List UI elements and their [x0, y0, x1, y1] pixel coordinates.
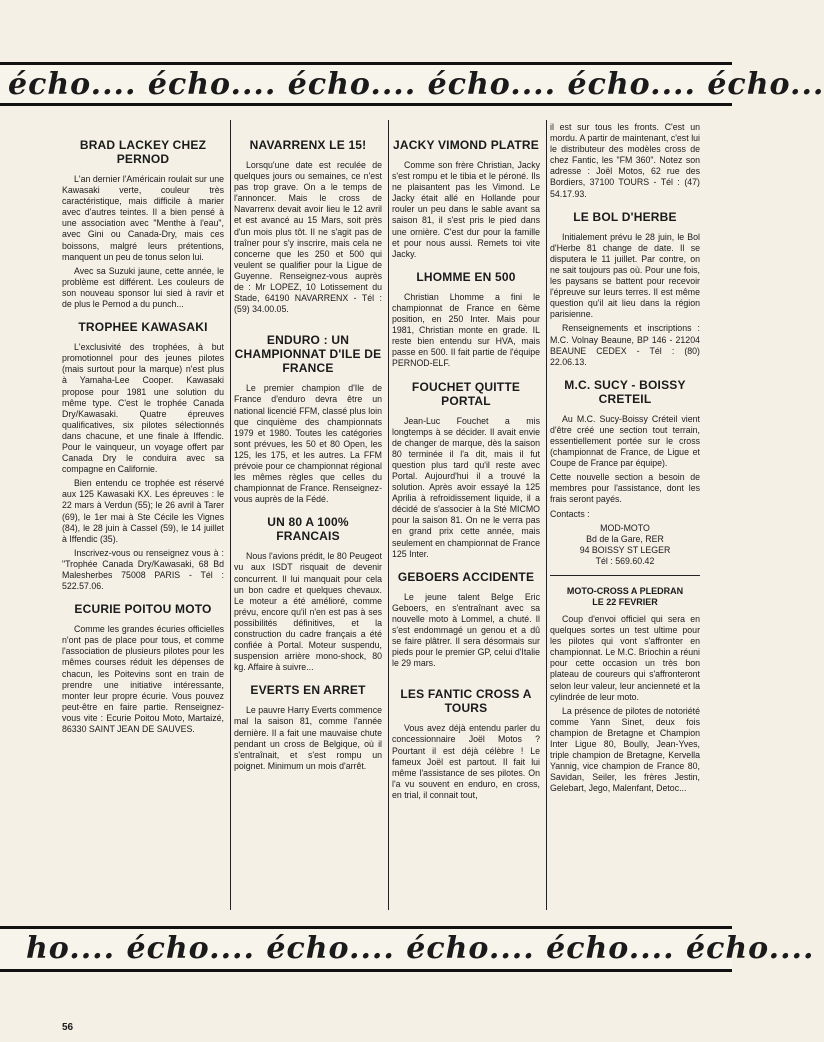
article-paragraph: Lorsqu'une date est reculée de quelques jours ou semaines, ce n'est pas trop grave. On a le temps de l'annoncer. Mais le cross de Navarrenx devait avoir lieu le 12 avril et est avancé au 15 Mars, soit près d'un mois plus tôt. Il ne s'agit pas de traîner pour s'y inscrire, mais cela ne concerne que les 250 et 500 qui veulent se qualifier pour la Ligue de Guyenne. Renseignez-vous auprès de : Mr LOPEZ, 10 Lotissement du Stade, 64190 NAVARRENX - Tél : (59) 34.00.05. [234, 160, 382, 315]
article-paragraph: Comme son frère Christian, Jacky s'est rompu et le tibia et le péroné. Ils ne plaisantent pas les Vimond. Le Jacky était allé en Hollande pour rouler un peu dans le sable avant sa saison 81, il s'est pris le pied dans une ornière. C'est dur pour la famille et pour nous aussi. Remets toi vite Jacky. [392, 160, 540, 259]
article-paragraph: L'exclusivité des trophées, à but promotionnel pour des jeunes pilotes (mais surtout pour la marque) n'est plus à Yamaha-Lee Cooper. Kawasaki propose pour 1981 une solution du même type. C'est le trophée Canada Dry/Kawasaki. Quatre épreuves qualificatives, six pilotes sélectionnés dans chacune, et une finale à Iffendic. Pour le vainqueur, un voyage offert par Canada Dry le conduira avec sa compagne en Californie. [62, 342, 224, 475]
article-paragraph: Initialement prévu le 28 juin, le Bol d'Herbe 81 change de date. Il se disputera le 11 juillet. Par contre, on ne sait toujours pas où. Pour une fois, les paysans se battent pour recevoir l'épreuve sur leurs terres. Il est même question qu'il ait lieu dans la région parisienne. [550, 231, 700, 320]
heading-bol-herbe: LE BOL D'HERBE [573, 209, 677, 224]
address-line: MOD-MOTO [600, 522, 650, 533]
banner-text-top: écho.... écho.... écho.... écho.... écho.... écho... [8, 67, 824, 102]
heading-ecurie-poitou: ECURIE POITOU MOTO [74, 602, 212, 617]
article-paragraph: Le pauvre Harry Everts commence mal la saison 81, comme l'année dernière. Il a fait une mauvaise chute pendant un cross de Belgique, où il s'entraînait, et s'est rompu un poignet. Minimum un mois d'arrêt. [234, 705, 382, 771]
column-divider [230, 120, 231, 910]
heading-enduro: ENDURO : UN CHAMPIONNAT D'ILE DE FRANCE [234, 333, 382, 376]
article-paragraph: Le jeune talent Belge Eric Geboers, en s'entraînant avec sa nouvelle moto à Lommel, a chuté. Il s'est endommagé un genou et a dû se faire plâtrer. Il sera désormais sur pieds pour le premier GP, celui d'Italie le 29 mars. [392, 591, 540, 669]
article-paragraph: Avec sa Suzuki jaune, cette année, le problème est différent. Les couleurs de son nouveau sponsor lui sied à ravir et de plus le Pernod a du punch... [62, 265, 224, 310]
column-2 [234, 126, 382, 916]
heading-jacky-vimond: JACKY VIMOND PLATRE [392, 138, 540, 152]
heading-80-francais: UN 80 A 100% FRANCAIS [267, 515, 349, 544]
column-divider [546, 120, 547, 910]
article-paragraph: Au M.C. Sucy-Boissy Créteil vient d'être créé une section tout terrain, essentiellement portée sur le cross (championnat de France, de Ligue et Coupe de France par équipe). [550, 413, 700, 469]
article-paragraph: Renseignements et inscriptions : M.C. Volnay Beaune, BP 146 - 21204 BEAUNE CEDEX - Tél : (80) 22.06.13. [550, 323, 700, 367]
page-number: 56 [62, 1022, 74, 1033]
heading-mc-sucy: M.C. SUCY - BOISSY CRETEIL [564, 377, 686, 406]
article-paragraph: Cette nouvelle section a besoin de membres pour l'assistance, dont les frais seront payés. [550, 472, 700, 505]
article-paragraph: Coup d'envoi officiel qui sera en quelques sortes un test ultime pour les pilotes qui vont s'affronter en championnat. Le M.C. Briochin a réuni pour cette occasion un très bon plateau de coureurs qui s'affronteront selon leur valeur, leur ancienneté et la cylindrée de leur moto. [550, 614, 700, 702]
article-paragraph: Nous l'avions prédit, le 80 Peugeot vu aux ISDT risquait de devenir concurrent. Il lui manquait pour cela un bon cadre et quelques chevaux. Le moteur a été amélioré, comme prévu, encore qu'il n'en est pas à ses possibilités définitives, et la construction du cadre français a été confiée à Portal. Moteur suspendu, suspension arrière mono-shock, 80 kg. Affaire à suivre... [234, 551, 382, 673]
article-paragraph: L'an dernier l'Américain roulait sur une Kawasaki verte, couleur très caractéristique, mais difficile à marier avec d'autres teintes. Il a bien pensé à une association avec "Menthe à l'eau", avec Gini ou Canada-Dry, mais ces boissons, malgré leurs prétentions, manquent un peu de tonus selon lui. [62, 174, 224, 262]
article-paragraph: Christian Lhomme a fini le championnat de France en 6ème position, en 250 Inter. Mais pour 1981, Christian monte en grade. IL reste bien entendu sur HVA, mais passe en 500. Il fait partie de l'équipe PERNOD-ELF. [392, 291, 540, 369]
heading-fouchet: FOUCHET QUITTE PORTAL [411, 379, 521, 408]
heading-lhomme: LHOMME EN 500 [416, 269, 516, 284]
address-line: 94 BOISSY ST LEGER [579, 544, 671, 555]
heading-everts: EVERTS EN ARRET [250, 683, 366, 698]
heading-line: MOTO-CROSS A PLEDRAN [566, 586, 684, 596]
column-3 [392, 126, 540, 916]
article-paragraph: Comme les grandes écuries officielles n'ont pas de place pour tous, et comme l'association de plusieurs pilotes pour les mêmes courses réduit les dépenses de chacun, les Poitevins sont en train de prendre une initiative intéressante, monter leur propre écurie. Vous pouvez peut-être en faire partie. Renseignez-vous vite : Ecurie Poitou Moto, Martaizé, 86330 SAINT JEAN DE SAUVES. [62, 624, 224, 735]
heading-brad-lackey: BRAD LACKEY CHEZ PERNOD [79, 138, 207, 166]
heading-trophee-kawasaki: TROPHEE KAWASAKI [78, 320, 208, 335]
echo-banner-top [0, 62, 824, 106]
column-divider [388, 120, 389, 910]
address-line: Tél : 569.60.42 [595, 555, 655, 566]
column-1 [62, 126, 224, 916]
banner-text-bottom: ho.... écho.... écho.... écho.... écho.... écho.... [26, 931, 815, 966]
heading-line: LE 22 FEVRIER [592, 597, 658, 607]
heading-pledran [550, 575, 700, 608]
article-paragraph: Jean-Luc Fouchet a mis longtemps à se décider. Il avait envie de changer de marque, dès la saison 80 terminée il l'a dit, mais il fut question plus tard qu'il reste avec Portal. Aujourd'hui il a trouvé la solution. Après avoir essayé la 125 Aprilia à refroidissement liquide, il a décidé de s'associer à la Sté MICMO pour la saison 81. On ne le verra pas en grand prix cette année, mais seulement en championnat de France 125 Inter. [392, 415, 540, 559]
article-paragraph: il est sur tous les fronts. C'est un mordu. A partir de maintenant, c'est lui le distributeur des modèles cross de chez Fantic, les "FM 360". Notez son adresse : Joël Motos, 62 rue des Bordiers, 37100 TOURS - Tél : (47) 54.17.93. [550, 122, 700, 199]
article-paragraph: Contacts : [550, 508, 590, 519]
contact-address [550, 523, 700, 567]
heading-geboers: GEBOERS ACCIDENTE [397, 569, 535, 584]
heading-fantic-cross: LES FANTIC CROSS A TOURS [400, 687, 532, 716]
echo-banner-bottom [0, 926, 815, 972]
article-paragraph: La présence de pilotes de notoriété comme Yann Sinet, deux fois champion de Bretagne et Champion Inter Ligue 80, Boully, Jean-Yves, triple champion de Bretagne, Kervella Yannig, vice champion de France 80, Savidan, Seiler, les frères Jestin, Gelebart, Jego, Malenfant, Detoc... [550, 705, 700, 794]
address-line: Bd de la Gare, RER [586, 533, 664, 544]
article-paragraph: Le premier champion d'Ile de France d'enduro devra être un national licencié FFM, classé plus loin que cinquième des championnats 1979 et 1980. Toutes les catégories sont prévues, les 50 et 80 Open, les 125, les 175, et les autres. La FFM prévoie pour ce championnat régional les mêmes règles que celles du championnat de France. Renseignez-vous auprès de la Fédé. [234, 383, 382, 505]
article-paragraph: Bien entendu ce trophée est réservé aux 125 Kawasaki KX. Les épreuves : le 22 mars à Verdun (55); le 26 avril à Tarer (69), le 1er mai à Ste Cécile les Vignes (84), le 28 juin à Cassel (59), le 14 juillet à Iffendic (35). [62, 478, 224, 544]
article-paragraph: Inscrivez-vous ou renseignez vous à : "Trophée Canada Dry/Kawasaki, 68 Bd Malesherbes 75008 PARIS - Tél : 522.57.06. [62, 547, 224, 592]
article-paragraph: Vous avez déjà entendu parler du concessionnaire Joël Motos ? Pourtant il est déjà célèbre ! Le fameux Joël est partout. Il fait lui même l'assistance de ses pilotes. On l'a vu souvent en enduro, en cross, en trial, il connait tout, [392, 723, 540, 800]
column-4 [550, 122, 700, 922]
heading-navarrenx: NAVARRENX LE 15! [249, 138, 367, 152]
